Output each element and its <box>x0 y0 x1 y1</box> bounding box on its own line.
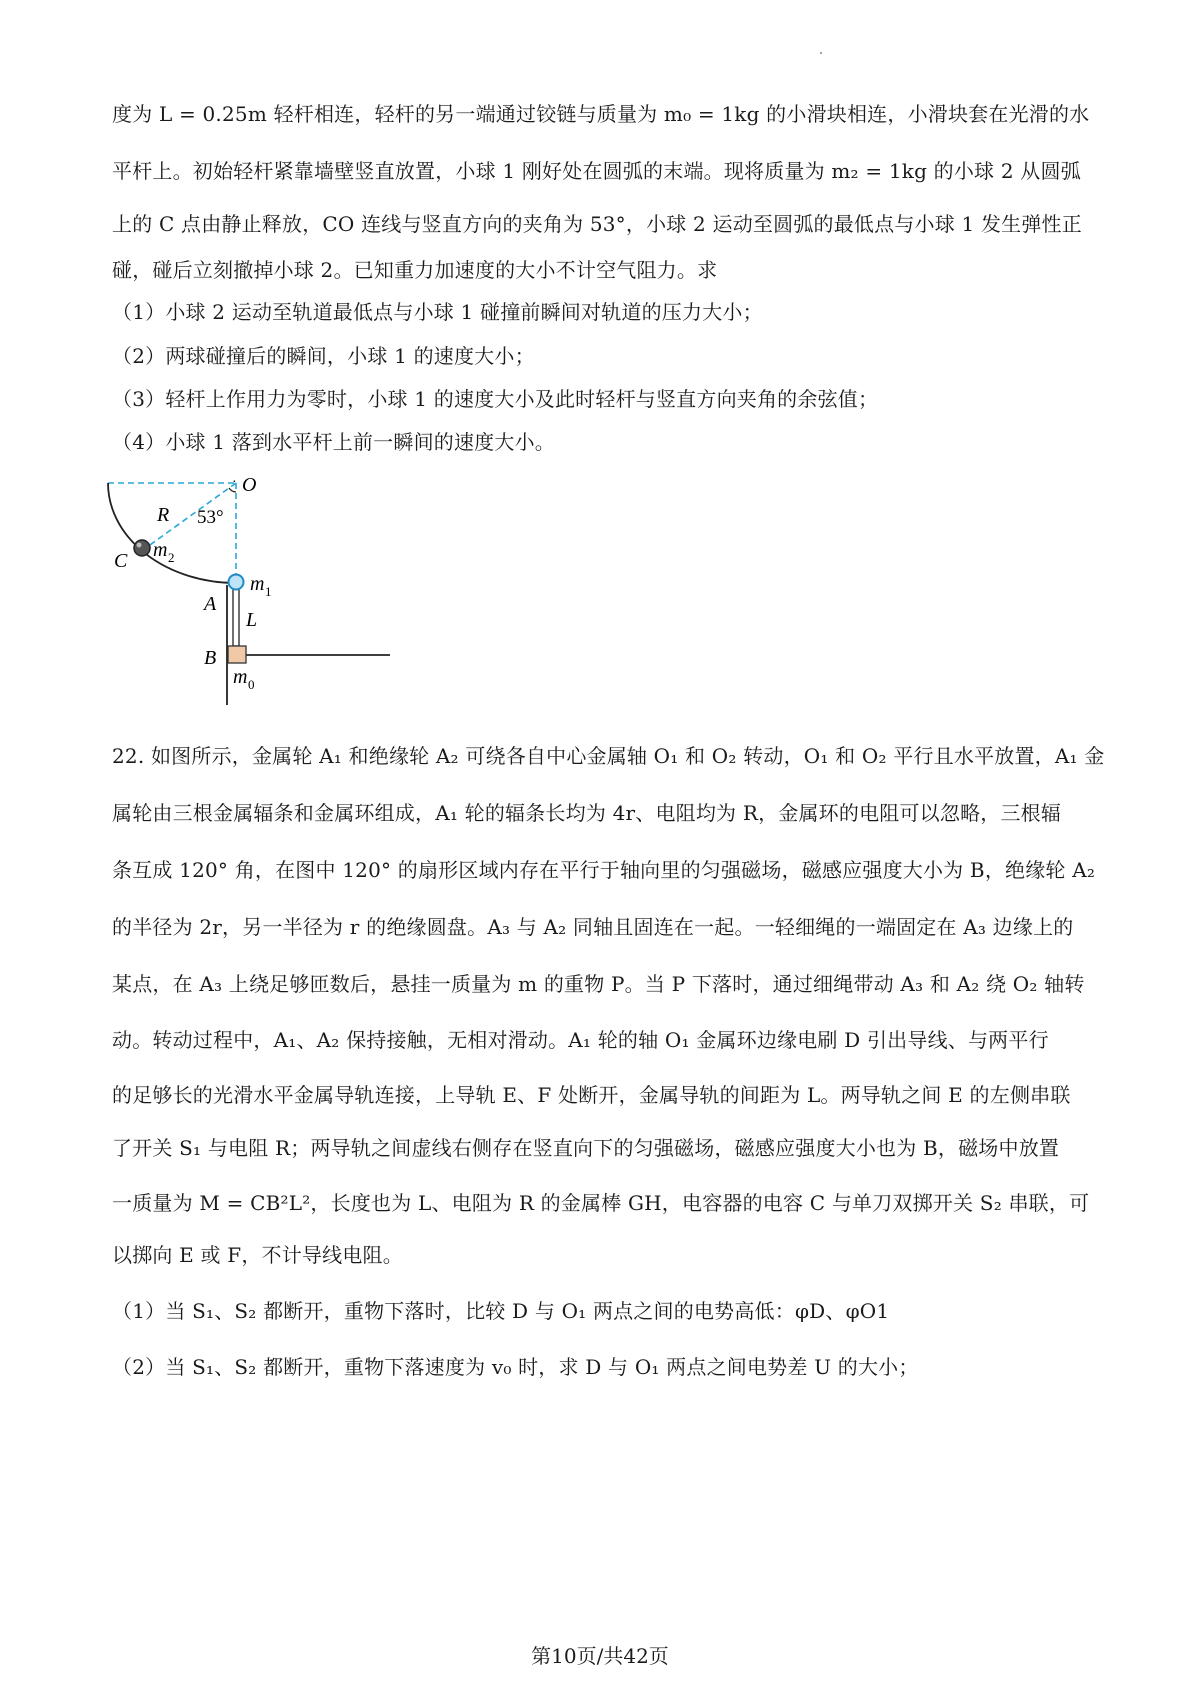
p21-line-2: 平杆上。初始轻杆紧靠墙壁竖直放置，小球 1 刚好处在圆弧的末端。现将质量为 m₂ = 1kg 的小球 2 从圆弧 <box>112 159 1081 183</box>
p22-line-8: 了开关 S₁ 与电阻 R；两导轨之间虚线右侧存在竖直向下的匀强磁场，磁感应强度大小也为 B，磁场中放置 <box>112 1136 1060 1160</box>
p21-question-4: （4）小球 1 落到水平杆上前一瞬间的速度大小。 <box>112 430 555 454</box>
label-m1-sub: 1 <box>265 584 272 599</box>
p22-line-9: 一质量为 M = CB²L²，长度也为 L、电阻为 R 的金属棒 GH，电容器的电容 C 与单刀双掷开关 S₂ 串联，可 <box>112 1191 1090 1215</box>
p22-line-1: 22. 如图所示，金属轮 A₁ 和绝缘轮 A₂ 可绕各自中心金属轴 O₁ 和 O₂ 转动，O₁ 和 O₂ 平行且水平放置，A₁ 金 <box>112 744 1105 768</box>
label-L: L <box>246 609 258 631</box>
page-number: 第10页/共42页 <box>531 1644 669 1668</box>
label-m2-sub: 2 <box>168 550 175 565</box>
p22-line-4: 的半径为 2r，另一半径为 r 的绝缘圆盘。A₃ 与 A₂ 同轴且固连在一起。一轻细绳的一端固定在 A₃ 边缘上的 <box>112 915 1074 939</box>
slider-block <box>228 646 246 663</box>
label-m1: m <box>250 573 265 595</box>
p22-line-2: 属轮由三根金属辐条和金属环组成，A₁ 轮的辐条长均为 4r、电阻均为 R，金属环的电阻可以忽略，三根辐 <box>112 801 1062 825</box>
p22-line-10: 以掷向 E 或 F，不计导线电阻。 <box>112 1243 403 1267</box>
p21-question-2: （2）两球碰撞后的瞬间，小球 1 的速度大小； <box>112 344 535 368</box>
p22-line-7: 的足够长的光滑水平金属导轨连接，上导轨 E、F 处断开，金属导轨的间距为 L。两导轨之间 E 的左侧串联 <box>112 1083 1071 1107</box>
ball-2 <box>134 540 150 556</box>
p21-line-1: 度为 L = 0.25m 轻杆相连，轻杆的另一端通过铰链与质量为 m₀ = 1kg 的小滑块相连，小滑块套在光滑的水 <box>112 102 1090 126</box>
p21-question-1: （1）小球 2 运动至轨道最低点与小球 1 碰撞前瞬间对轨道的压力大小； <box>112 300 763 324</box>
label-angle: 53° <box>197 507 224 528</box>
label-m0-sub: 0 <box>248 677 255 692</box>
p22-line-6: 动。转动过程中，A₁、A₂ 保持接触，无相对滑动。A₁ 轮的轴 O₁ 金属环边缘电刷 D 引出导线、与两平行 <box>112 1028 1049 1052</box>
p21-line-3: 上的 C 点由静止释放，CO 连线与竖直方向的夹角为 53°，小球 2 运动至圆弧的最低点与小球 1 发生弹性正 <box>112 212 1082 236</box>
label-C: C <box>114 550 128 572</box>
label-B: B <box>204 647 217 669</box>
p22-question-1: （1）当 S₁、S₂ 都断开，重物下落时，比较 D 与 O₁ 两点之间的电势高低：φD、φO1 <box>112 1299 890 1323</box>
p21-question-3: （3）轻杆上作用力为零时，小球 1 的速度大小及此时轻杆与竖直方向夹角的余弦值； <box>112 387 879 411</box>
ball-1 <box>229 575 244 590</box>
label-O: O <box>242 474 257 496</box>
p22-line-3: 条互成 120° 角，在图中 120° 的扇形区域内存在平行于轴向里的匀强磁场，磁感应强度大小为 B，绝缘轮 A₂ <box>112 858 1096 882</box>
p21-figure <box>100 470 400 720</box>
label-R: R <box>157 504 170 526</box>
ball-2-highlight <box>137 543 142 548</box>
p21-line-4: 碰，碰后立刻撤掉小球 2。已知重力加速度的大小不计空气阻力。求 <box>112 258 718 282</box>
p22-question-2: （2）当 S₁、S₂ 都断开，重物下落速度为 v₀ 时，求 D 与 O₁ 两点之间电势差 U 的大小； <box>112 1355 919 1379</box>
label-m2: m <box>153 539 168 561</box>
scan-speck <box>820 52 822 54</box>
label-m0: m <box>233 666 248 688</box>
light-rod <box>233 588 239 646</box>
label-A: A <box>204 593 217 615</box>
p22-line-5: 某点，在 A₃ 上绕足够匝数后，悬挂一质量为 m 的重物 P。当 P 下落时，通过细绳带动 A₃ 和 A₂ 绕 O₂ 轴转 <box>112 972 1085 996</box>
point-O-dot: · <box>232 475 237 490</box>
